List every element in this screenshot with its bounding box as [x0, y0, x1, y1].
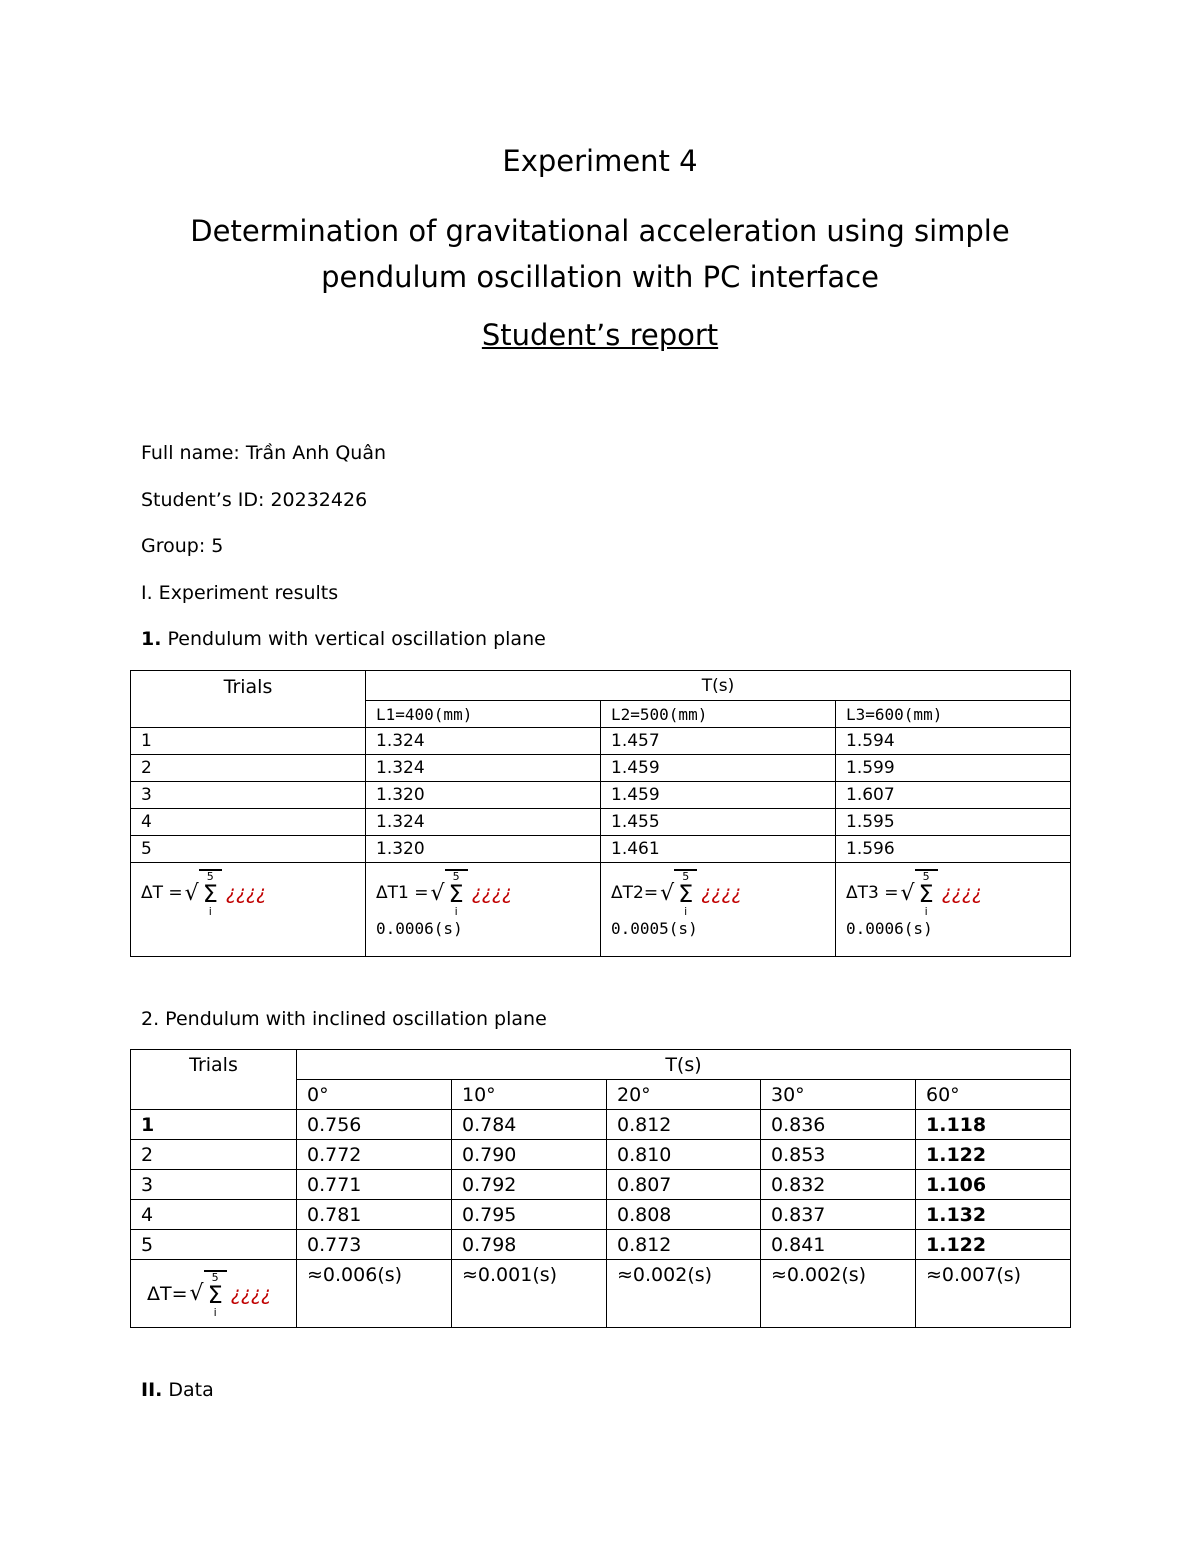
sum-upper-limit: 5 [452, 870, 460, 883]
table2-cell: 0.792 [452, 1170, 607, 1200]
experiment-number: Experiment 4 [502, 144, 698, 178]
sigma-icon: 5 Σ i [915, 869, 938, 917]
delta-formula [141, 869, 365, 917]
table2-col-angle: 10° [452, 1080, 607, 1110]
subsection-inclined-heading [141, 1008, 547, 1030]
table2-cell: 0.812 [607, 1230, 761, 1260]
table1-uncertainty-row [131, 863, 1071, 957]
subsection-inclined-text: Pendulum with inclined oscillation plane [159, 1008, 547, 1030]
section-results-heading: I. Experiment results [141, 582, 339, 604]
section-data-number: II. [141, 1379, 163, 1401]
table2-cell: 0.810 [607, 1140, 761, 1170]
sqrt-icon: √ 5 Σ i [430, 869, 467, 917]
student-id-line: Student’s ID: 20232426 [141, 489, 368, 511]
table-row [131, 809, 1071, 836]
table2-cell: 0.773 [297, 1230, 452, 1260]
sum-lower-index: i [208, 905, 212, 918]
sum-upper-limit: 5 [922, 870, 930, 883]
table1-cell: 1.457 [601, 728, 836, 755]
table2-cell: 0.832 [761, 1170, 916, 1200]
table2-cell: 0.790 [452, 1140, 607, 1170]
delta-value: 0.0006(s) [846, 919, 933, 938]
table2-cell: 0.784 [452, 1110, 607, 1140]
sum-lower-index: i [924, 905, 928, 918]
section-data-text: Data [162, 1379, 214, 1401]
subsection-vertical-heading [141, 628, 546, 650]
table1-cell: 1.595 [836, 809, 1071, 836]
table1-cell: 2 [131, 755, 366, 782]
broken-equation-glyphs: ¿¿¿¿ [941, 882, 983, 904]
sum-lower-index: i [684, 905, 688, 918]
vertical-plane-table [130, 670, 1071, 957]
table2-cell: 5 [131, 1230, 297, 1260]
table-row [131, 836, 1071, 863]
table2-delta-value: ≈0.002(s) [761, 1260, 916, 1328]
table2-delta-value: ≈0.001(s) [452, 1260, 607, 1328]
table1-cell: 1.461 [601, 836, 836, 863]
table-row [131, 728, 1071, 755]
table-row [131, 1110, 1071, 1140]
delta-value: 0.0006(s) [376, 919, 463, 938]
broken-equation-glyphs: ¿¿¿¿ [230, 1282, 272, 1305]
sqrt-icon: √ 5 Σ i [900, 869, 937, 917]
table2-cell: 1.122 [916, 1140, 1071, 1170]
table1-trials-header: Trials [131, 671, 366, 728]
table1-cell: 1.324 [366, 728, 601, 755]
table2-delta-value: ≈0.006(s) [297, 1260, 452, 1328]
full-name-line: Full name: Trần Anh Quân [141, 442, 387, 464]
subsection-vertical-number: 1. [141, 628, 162, 650]
table2-cell: 1.122 [916, 1230, 1071, 1260]
sigma-icon: 5 Σ i [204, 1270, 227, 1318]
table1-col-l3: L3=600(mm) [836, 701, 1071, 728]
table2-uncertainty-row [131, 1260, 1071, 1328]
broken-equation-glyphs: ¿¿¿¿ [471, 882, 513, 904]
delta-formula [376, 869, 600, 917]
subsection-vertical-text: Pendulum with vertical oscillation plane [161, 628, 546, 650]
delta-formula [147, 1270, 296, 1318]
table2-col-angle: 30° [761, 1080, 916, 1110]
table-row [131, 1200, 1071, 1230]
delta-formula [846, 869, 1070, 917]
table1-cell: 1.320 [366, 782, 601, 809]
table2-cell: 0.837 [761, 1200, 916, 1230]
section-data-heading [141, 1379, 214, 1401]
delta-label: ΔT3 = [846, 883, 899, 903]
table-row [131, 1140, 1071, 1170]
sigma-icon: 5 Σ i [199, 869, 222, 917]
table1-delta-cell [366, 863, 601, 957]
table2-cell: 3 [131, 1170, 297, 1200]
table2-delta-value: ≈0.002(s) [607, 1260, 761, 1328]
table1-delta-cell [601, 863, 836, 957]
table2-cell: 0.756 [297, 1110, 452, 1140]
table-row [131, 1230, 1071, 1260]
table2-cell: 0.841 [761, 1230, 916, 1260]
delta-value: 0.0005(s) [611, 919, 698, 938]
subsection-inclined-number: 2. [141, 1008, 160, 1030]
table2-cell: 0.781 [297, 1200, 452, 1230]
table1-cell: 1.320 [366, 836, 601, 863]
table2-cell: 0.771 [297, 1170, 452, 1200]
table1-cell: 5 [131, 836, 366, 863]
table1-cell: 1.594 [836, 728, 1071, 755]
table1-cell: 4 [131, 809, 366, 836]
table1-cell: 1.599 [836, 755, 1071, 782]
table2-cell: 0.836 [761, 1110, 916, 1140]
sqrt-icon: √ 5 Σ i [660, 869, 697, 917]
table2-cell: 0.798 [452, 1230, 607, 1260]
table2-cell: 0.795 [452, 1200, 607, 1230]
experiment-title-text: Determination of gravitational acceleration using simple pendulum oscillation with PC interface [190, 214, 1010, 294]
sum-lower-index: i [213, 1305, 217, 1319]
inclined-plane-table [130, 1049, 1071, 1328]
table1-col-l2: L2=500(mm) [601, 701, 836, 728]
table1-cell: 1.596 [836, 836, 1071, 863]
table2-cell: 1.118 [916, 1110, 1071, 1140]
table1-cell: 1.324 [366, 809, 601, 836]
table2-col-angle: 60° [916, 1080, 1071, 1110]
table1-delta-cell [131, 863, 366, 957]
sqrt-icon: √ 5 Σ i [190, 1270, 227, 1318]
table2-cell: 1.106 [916, 1170, 1071, 1200]
table2-cell: 1 [131, 1110, 297, 1140]
table2-cell: 0.853 [761, 1140, 916, 1170]
table2-delta-value: ≈0.007(s) [916, 1260, 1071, 1328]
delta-label: ΔT2= [611, 883, 659, 903]
group-line: Group: 5 [141, 535, 224, 557]
delta-formula [611, 869, 835, 917]
report-heading: Student’s report [481, 318, 719, 352]
delta-label: ΔT = [141, 883, 183, 903]
table1-period-header: T(s) [366, 671, 1071, 701]
broken-equation-glyphs: ¿¿¿¿ [701, 882, 742, 904]
broken-equation-glyphs: ¿¿¿¿ [225, 882, 267, 904]
table1-col-l1: L1=400(mm) [366, 701, 601, 728]
table2-delta-cell [131, 1260, 297, 1328]
sum-upper-limit: 5 [206, 870, 214, 883]
delta-label: ΔT1 = [376, 883, 429, 903]
table1-cell: 1.459 [601, 782, 836, 809]
sqrt-icon: √ 5 Σ i [185, 869, 222, 917]
sigma-icon: 5 Σ i [674, 869, 697, 917]
experiment-title [0, 208, 1200, 300]
table2-cell: 2 [131, 1140, 297, 1170]
table1-cell: 3 [131, 782, 366, 809]
sum-upper-limit: 5 [211, 1270, 219, 1284]
delta-label: ΔT= [147, 1282, 188, 1305]
table2-cell: 0.807 [607, 1170, 761, 1200]
sum-lower-index: i [454, 905, 458, 918]
table-row [131, 755, 1071, 782]
table2-col-angle: 0° [297, 1080, 452, 1110]
table2-cell: 4 [131, 1200, 297, 1230]
table1-cell: 1.455 [601, 809, 836, 836]
table2-cell: 0.812 [607, 1110, 761, 1140]
table1-cell: 1 [131, 728, 366, 755]
table2-period-header: T(s) [297, 1050, 1071, 1080]
table1-cell: 1.324 [366, 755, 601, 782]
table1-delta-cell [836, 863, 1071, 957]
table2-col-angle: 20° [607, 1080, 761, 1110]
table1-cell: 1.459 [601, 755, 836, 782]
table-row [131, 1170, 1071, 1200]
sum-upper-limit: 5 [682, 870, 690, 883]
sigma-icon: 5 Σ i [445, 869, 468, 917]
table2-cell: 0.772 [297, 1140, 452, 1170]
table1-cell: 1.607 [836, 782, 1071, 809]
table2-cell: 0.808 [607, 1200, 761, 1230]
table-row [131, 782, 1071, 809]
table2-cell: 1.132 [916, 1200, 1071, 1230]
table2-trials-header: Trials [131, 1050, 297, 1110]
